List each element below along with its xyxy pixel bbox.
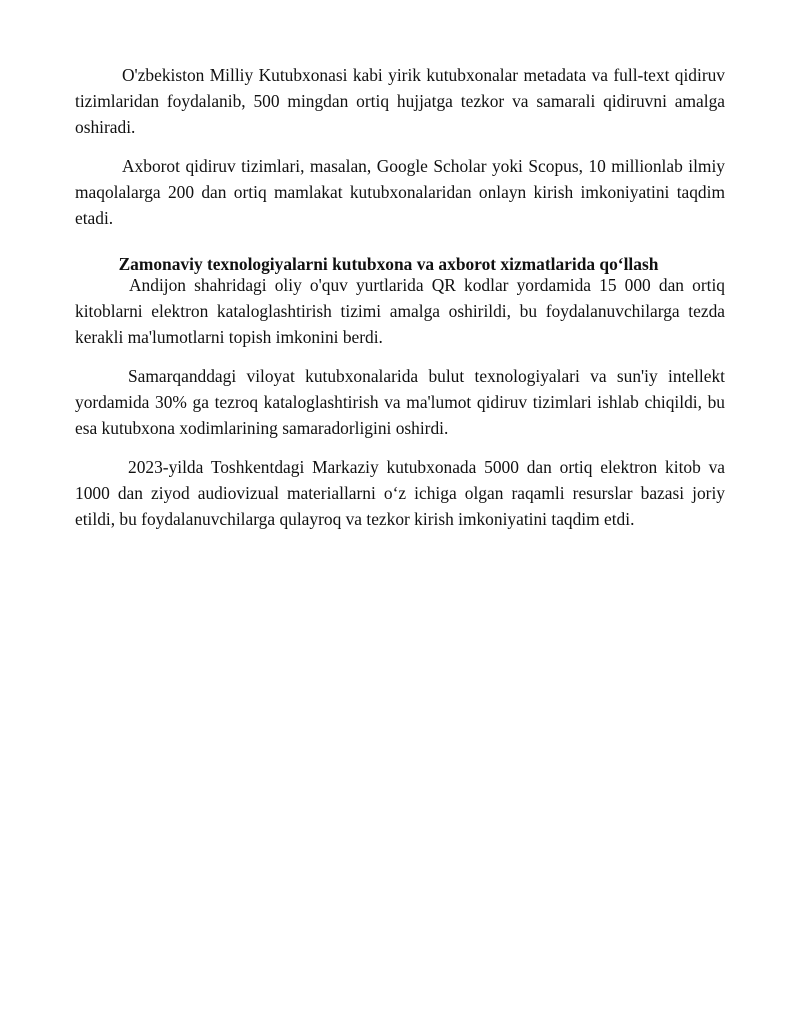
document-body — [75, 62, 725, 532]
paragraph-andijon-qr-codes: Andijon shahridagi oliy o'quv yurtlarida QR kodlar yordamida 15 000 dan ortiq kitoblarni elektron kataloglashtirish tizimi amalga oshirildi, bu foydalanuvchilarga tezda kerakli ma'lumotlarni topish imkonini berdi. — [75, 275, 725, 347]
paragraph-samarqand-cloud: Samarqanddagi viloyat kutubxonalarida bulut texnologiyalari va sun'iy intellekt yordamida 30% ga tezroq kataloglashtirish va ma'lumot qidiruv tizimlari ishlab chiqildi, bu esa kutubxona xodimlarining samaradorligini oshirdi. — [75, 366, 725, 438]
paragraph-search-systems: Axborot qidiruv tizimlari, masalan, Google Scholar yoki Scopus, 10 millionlab ilmiy maqolalarga 200 dan ortiq mamlakat kutubxonalaridan onlayn kirish imkoniyatini taqdim etadi. — [75, 156, 725, 228]
section-heading: Zamonaviy texnologiyalarni kutubxona va axborot xizmatlarida qo‘llash — [118, 254, 659, 274]
paragraph-national-library: O'zbekiston Milliy Kutubxonasi kabi yirik kutubxonalar metadata va full-text qidiruv tizimlaridan foydalanib, 500 mingdan ortiq hujjatga tezkor va samarali qidiruvni amalga oshiradi. — [75, 65, 725, 137]
paragraph-toshkent-digital-resources: 2023-yilda Toshkentdagi Markaziy kutubxonada 5000 dan ortiq elektron kitob va 1000 dan ziyod audiovizual materiallarni o‘z ichiga olgan raqamli resurslar bazasi joriy etildi, bu foydalanuvchilarga qulayroq va tezkor kirish imkoniyatini taqdim etdi. — [75, 457, 725, 529]
